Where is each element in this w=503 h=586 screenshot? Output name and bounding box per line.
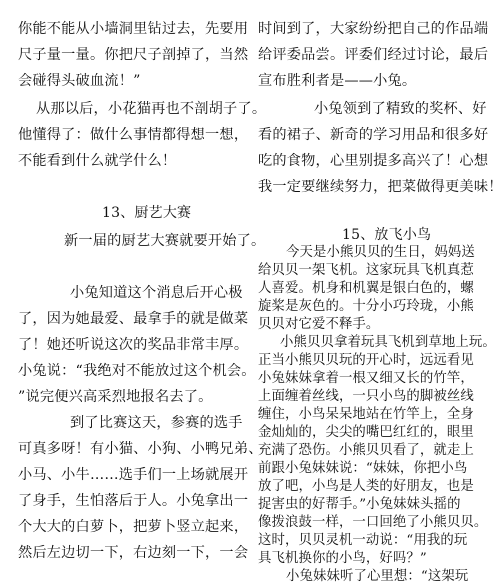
text-line: 小熊贝贝拿着玩具飞机到草地上玩。 xyxy=(280,335,496,350)
text-line: 个大大的白萝卜，把萝卜竖立起来， xyxy=(18,519,249,535)
text-line: 小兔领到了精致的奖杯、好 xyxy=(314,101,487,117)
text-line: 金灿灿的，尖尖的嘴巴红红的，眼里 xyxy=(258,425,474,440)
section-heading: 15、放飞小鸟 xyxy=(342,227,432,243)
text-line: 从那以后，小花猫再也不剖胡子了。 xyxy=(36,101,267,117)
text-line: 上面缠着丝线，一只小鸟的脚被丝线 xyxy=(258,389,474,404)
text-line: 了，因为她最爱、最拿手的就是做菜 xyxy=(18,311,249,327)
text-line: 旋桨是灰色的。十分小巧玲珑，小熊 xyxy=(258,299,474,314)
text-line: 吃的食物，心里别提多高兴了！心想 xyxy=(258,153,489,169)
text-line: 可真多呀！有小猫、小狗、小鸭兄弟、 xyxy=(18,441,263,457)
text-line: 时间到了，大家纷纷把自己的作品端 xyxy=(258,21,489,37)
text-line: 给评委品尝。评委们经过讨论，最后 xyxy=(258,47,489,63)
text-line: ”说完便兴高采烈地报名去了。 xyxy=(18,389,213,405)
text-line: 看的裙子、新奇的学习用品和很多好 xyxy=(258,127,489,143)
text-line: 小马、小牛……选手们一上场就展开 xyxy=(18,467,249,483)
text-line: 人喜爱。机身和机翼是银白色的，螺 xyxy=(258,281,474,296)
text-line: 他懂得了：做什么事情都得想一想， xyxy=(18,127,249,143)
text-line: 小兔妹妹听了心里想：“这架玩 xyxy=(286,569,469,584)
text-line: 你能不能从小墙洞里钻过去，先要用 xyxy=(18,21,249,37)
text-line: 我一定要继续努力，把菜做得更美味！ xyxy=(258,179,503,195)
text-line: 前跟小兔妹妹说：“妹妹，你把小鸟 xyxy=(258,461,468,476)
text-line: 正当小熊贝贝玩的开心时，远远看见 xyxy=(258,353,474,368)
text-line: 给贝贝一架飞机。这家玩具飞机真惹 xyxy=(258,263,474,278)
text-line: 宣布胜利者是——小兔。 xyxy=(258,73,417,89)
text-line: 贝贝对它爱不释手。 xyxy=(258,317,380,332)
text-line: 小兔说：“我绝对不能放过这个机会。 xyxy=(18,363,256,379)
text-line: 小兔妹妹拿着一根又细又长的竹竿， xyxy=(258,371,474,386)
text-line: 尺子量一量。你把尺子剖掉了，当然 xyxy=(18,47,249,63)
text-line: 了！她还听说这次的奖品非常丰厚。 xyxy=(18,337,249,353)
text-line: 不能看到什么就学什么！ xyxy=(18,153,177,169)
text-line: 然后左边切一下，右边刻一下，一会 xyxy=(18,545,249,561)
text-line: 会碰得头破血流！” xyxy=(18,73,141,89)
section-heading: 13、厨艺大赛 xyxy=(102,205,192,221)
text-line: 充满了恐伤。小熊贝贝看了，就走上 xyxy=(258,443,474,458)
text-line: 到了比赛这天，参赛的选手 xyxy=(70,415,243,431)
text-line: 了身手，生怕落后于人。小兔拿出一 xyxy=(18,493,249,509)
text-line: 小兔知道这个消息后开心极 xyxy=(70,285,243,301)
text-line: 具飞机换你的小鸟，好吗？” xyxy=(258,551,427,566)
text-line: 这时，贝贝灵机一动说：“用我的玩 xyxy=(258,533,468,548)
text-line: 新一届的厨艺大赛就要开始了。 xyxy=(64,233,266,249)
text-line: 像拨浪鼓一样，一口回绝了小熊贝贝。 xyxy=(258,515,488,530)
text-line: 缠住，小鸟呆呆地站在竹竿上，全身 xyxy=(258,407,474,422)
text-line: 今天是小熊贝贝的生日，妈妈送 xyxy=(286,245,475,260)
text-line: 捉害虫的好帮手。”小兔妹妹头摇的 xyxy=(258,497,461,512)
text-line: 放了吧，小鸟是人类的好朋友，也是 xyxy=(258,479,474,494)
